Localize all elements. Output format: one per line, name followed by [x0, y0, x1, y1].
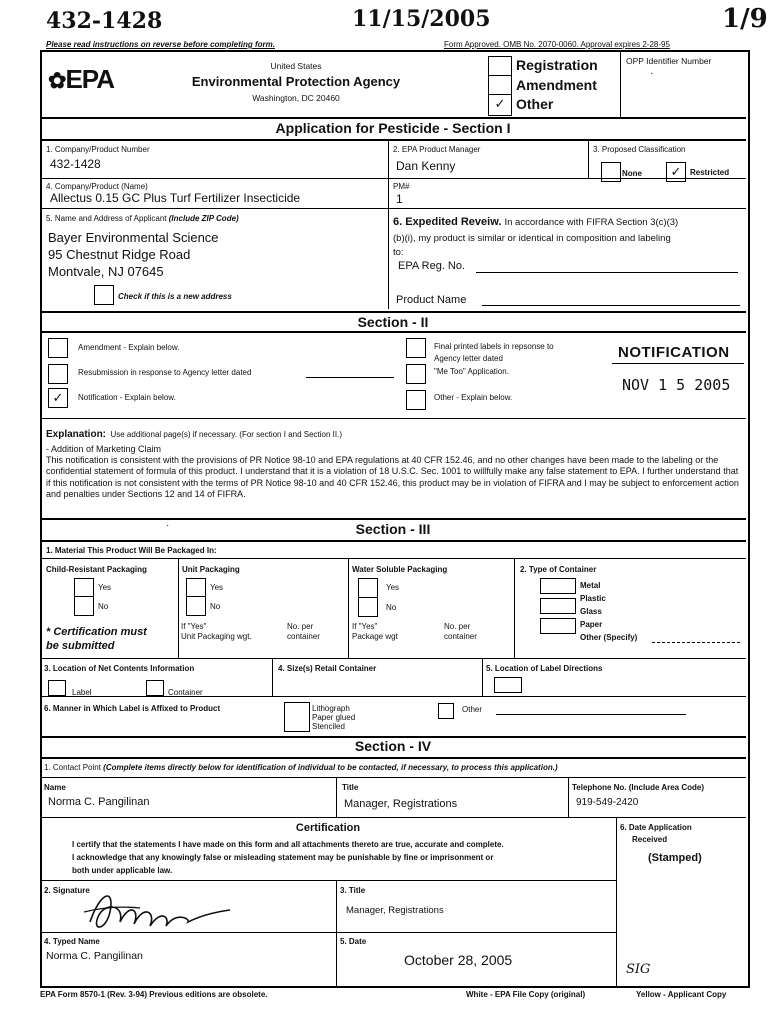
resubmission-label: Resubmission in response to Agency letter dated — [78, 368, 252, 377]
sig-title-value[interactable]: Manager, Registrations — [346, 905, 444, 916]
unit-container: container — [287, 632, 320, 641]
classification-none-checkbox[interactable] — [601, 162, 621, 182]
date-received-label-1: 6. Date Application — [620, 823, 692, 832]
product-manager-value[interactable]: Dan Kenny — [396, 159, 456, 173]
notification-checkbox[interactable]: ✓ — [48, 388, 68, 408]
child-no-label: No — [98, 602, 109, 611]
address-line-3[interactable]: Montvale, NJ 07645 — [48, 264, 164, 279]
paper-other-checkbox[interactable] — [540, 618, 576, 634]
paper-label: Paper — [580, 620, 603, 629]
explanation-claim[interactable]: - Addition of Marketing Claim — [46, 444, 162, 454]
label-directions-checkbox[interactable] — [494, 677, 522, 693]
section-3-title: Section - III — [355, 521, 431, 537]
opp-identifier-label: OPP Identifier Number — [626, 56, 712, 66]
unit-no-per: No. per — [287, 622, 314, 631]
address-line-2[interactable]: 95 Chestnut Ridge Road — [48, 247, 191, 262]
other-type-checkbox[interactable]: ✓ — [488, 94, 512, 116]
amendment-label: Amendment - Explain below. — [78, 343, 180, 352]
certification-title: Certification — [295, 822, 361, 834]
contact-point-label: 1. Contact Point (Complete items directly below for identification of individual to be contacted, if necessary, to process this application.) — [44, 763, 558, 772]
other-explain-checkbox[interactable] — [406, 390, 426, 410]
section-1-title: Application for Pesticide - Section I — [275, 120, 511, 136]
retail-sizes-label: 4. Size(s) Retail Container — [278, 664, 377, 673]
typed-name-value[interactable]: Norma C. Pangilinan — [46, 950, 143, 962]
child-no-checkbox[interactable] — [74, 596, 94, 616]
expedited-review-to: to: — [393, 247, 404, 258]
agency-name: Environmental Protection Agency — [191, 74, 401, 89]
unit-no-label: No — [210, 602, 221, 611]
other-type-label: Other — [516, 96, 554, 112]
instructions-note: Please read instructions on reverse before completing form. — [46, 40, 275, 49]
water-no-per: No. per — [444, 622, 471, 631]
pm-number-value[interactable]: 1 — [396, 192, 403, 206]
me-too-label: "Me Too" Application. — [434, 367, 509, 376]
section-2-title: Section - II — [357, 314, 429, 330]
water-no-checkbox[interactable] — [358, 597, 378, 617]
final-labels-label-2: Agency letter dated — [434, 354, 503, 363]
signature-label: 2. Signature — [44, 886, 90, 895]
address-line-1[interactable]: Bayer Environmental Science — [48, 230, 219, 245]
omb-approval: Form Approved. OMB No. 2070-0060. Approval expires 2-28-95 — [444, 40, 670, 49]
product-name-ref-label: Product Name — [396, 294, 467, 306]
sig-title-label: 3. Title — [340, 886, 366, 895]
agency-country: United States — [270, 61, 322, 71]
white-copy-label: White - EPA File Copy (original) — [466, 990, 586, 999]
typed-name-label: 4. Typed Name — [44, 937, 100, 946]
child-resistant-label: Child-Resistant Packaging — [46, 565, 147, 574]
epa-logo: ✿EPA — [48, 64, 114, 94]
explanation-body[interactable]: This notification is consistent with the provisions of PR Notice 98-10 and EPA regulations at 40 CFR 152.46, and no other changes have been made to the labeling or the confidential statement of formula of this product. I understand that it is a violation of 18 U.S.C. Sec. 1001 to willfully make any false statement to EPA. I further understand that if this notification is not consistent with the terms of PR Notice 98-10 and 40 CFR 152.46, this product may be in violation of FIFRA and I may be subject to enforcement action and penalties under Sections 12 and 14 of FIFRA. — [46, 455, 739, 499]
other-specify-label: Other (Specify) — [580, 633, 638, 642]
sig-initials: SIG — [626, 962, 651, 977]
certification-note-2: be submitted — [46, 640, 115, 652]
contact-name-value[interactable]: Norma C. Pangilinan — [48, 796, 150, 808]
unit-if-yes: If "Yes" — [181, 622, 207, 631]
resubmission-date-field[interactable] — [306, 377, 394, 378]
company-product-number-label: 1. Company/Product Number — [46, 145, 150, 154]
metal-checkbox[interactable] — [540, 578, 576, 594]
handwritten-date: 11/15/2005 — [352, 6, 491, 32]
epa-reg-no-label: EPA Reg. No. — [398, 260, 466, 272]
date-label: 5. Date — [340, 937, 367, 946]
water-soluble-label: Water Soluble Packaging — [352, 565, 448, 574]
yellow-copy-label: Yellow - Applicant Copy — [636, 990, 727, 999]
product-name-label: 4. Company/Product (Name) — [46, 182, 148, 191]
me-too-checkbox[interactable] — [406, 364, 426, 384]
product-manager-label: 2. EPA Product Manager — [393, 145, 481, 154]
net-contents-label: 3. Location of Net Contents Information — [44, 664, 195, 673]
signature-image — [70, 882, 240, 942]
net-label-label: Label — [72, 688, 92, 697]
water-package-wgt: Package wgt — [352, 632, 398, 641]
handwritten-page: 1/9 — [722, 4, 768, 34]
certification-line-2: I acknowledge that any knowingly false or misleading statement may be punishable by fine or imprisonment or — [72, 853, 494, 862]
glass-label: Glass — [580, 607, 602, 616]
amendment-type-label: Amendment — [516, 77, 597, 93]
proposed-classification-label: 3. Proposed Classification — [593, 145, 686, 154]
certification-note-1: * Certification must — [46, 626, 147, 638]
product-name-value[interactable]: Allectus 0.15 GC Plus Turf Fertilizer Insecticide — [50, 191, 301, 205]
new-address-label: Check if this is a new address — [118, 292, 232, 301]
expedited-review-text: (b)(i), my product is similar or identical in composition and labeling — [393, 233, 671, 244]
net-label-checkbox[interactable] — [48, 680, 66, 696]
plastic-label: Plastic — [580, 594, 606, 603]
unit-packaging-wgt: Unit Packaging wgt. — [181, 632, 252, 641]
unit-yes-checkbox[interactable] — [186, 578, 206, 598]
other-explain-label: Other - Explain below. — [434, 393, 513, 402]
certification-line-1: I certify that the statements I have made on this form and all attachments thereto are true, accurate and complete. — [72, 840, 504, 849]
litho-checkbox[interactable] — [284, 702, 310, 732]
type-container-label: 2. Type of Container — [520, 565, 597, 574]
net-container-label: Container — [168, 688, 203, 697]
epa-reg-no-field[interactable] — [476, 272, 738, 273]
form-number: EPA Form 8570-1 (Rev. 3-94) Previous editions are obsolete. — [40, 990, 268, 999]
notification-label: Notification - Explain below. — [78, 393, 176, 402]
classification-none-label: None — [622, 169, 642, 178]
water-yes-label: Yes — [386, 583, 400, 592]
child-yes-checkbox[interactable] — [74, 578, 94, 598]
pm-number-label: PM# — [393, 182, 410, 191]
paper-glued-label: Paper glued — [312, 713, 356, 722]
section-4-title: Section - IV — [354, 738, 432, 754]
stamped-label: (Stamped) — [648, 852, 702, 864]
explanation-label: Explanation: Use additional page(s) if necessary. (For section I and Section II.) — [46, 429, 342, 440]
other-specify-field[interactable] — [652, 642, 740, 643]
contact-title-label: Title — [342, 783, 359, 792]
lithograph-label: Lithograph — [312, 704, 350, 713]
manner-other-checkbox[interactable] — [438, 703, 454, 719]
final-labels-checkbox[interactable] — [406, 338, 426, 358]
expedited-review-label: 6. Expedited Reveiw. In accordance with FIFRA Section 3(c)(3) — [393, 216, 679, 228]
contact-name-label: Name — [44, 783, 66, 792]
water-if-yes: If "Yes" — [352, 622, 378, 631]
applicant-address-label: 5. Name and Address of Applicant (Include ZIP Code) — [46, 214, 239, 223]
water-yes-checkbox[interactable] — [358, 578, 378, 598]
unit-yes-label: Yes — [210, 583, 224, 592]
notification-stamp-title: NOTIFICATION — [618, 344, 730, 361]
metal-label: Metal — [580, 581, 601, 590]
unit-packaging-label: Unit Packaging — [182, 565, 240, 574]
amendment-checkbox[interactable] — [48, 338, 68, 358]
new-address-checkbox[interactable] — [94, 285, 114, 305]
plastic-glass-checkbox[interactable] — [540, 598, 576, 614]
unit-no-checkbox[interactable] — [186, 596, 206, 616]
water-no-label: No — [386, 603, 397, 612]
registration-label: Registration — [516, 57, 598, 73]
water-container: container — [444, 632, 477, 641]
manner-affixed-label: 6. Manner in Which Label is Affixed to Product — [44, 704, 221, 713]
final-labels-label-1: Final printed labels in repsonse to — [434, 342, 554, 351]
child-yes-label: Yes — [98, 583, 112, 592]
company-product-number-value[interactable]: 432-1428 — [50, 157, 101, 171]
manner-other-field[interactable] — [496, 714, 686, 715]
epa-flower-icon: ✿ — [48, 68, 66, 93]
phone-label: Telephone No. (Include Area Code) — [572, 783, 705, 792]
phone-value[interactable]: 919-549-2420 — [576, 797, 639, 808]
certification-line-3: both under applicable law. — [72, 866, 173, 875]
classification-restricted-checkbox[interactable]: ✓ — [666, 162, 686, 182]
stenciled-label: Stenciled — [312, 722, 345, 731]
material-label: 1. Material This Product Will Be Packaged In: — [46, 546, 217, 555]
handwritten-file-number: 432-1428 — [46, 8, 163, 34]
contact-title-value[interactable]: Manager, Registrations — [344, 798, 458, 810]
product-name-ref-field[interactable] — [482, 305, 740, 306]
manner-other-label: Other — [462, 705, 483, 714]
resubmission-checkbox[interactable] — [48, 364, 68, 384]
date-value[interactable]: October 28, 2005 — [404, 952, 513, 968]
agency-city: Washington, DC 20460 — [252, 93, 340, 103]
label-directions-label: 5. Location of Label Directions — [486, 664, 603, 673]
net-container-checkbox[interactable] — [146, 680, 164, 696]
notification-stamp-date: NOV 1 5 2005 — [622, 376, 731, 394]
date-received-label-2: Received — [632, 835, 668, 844]
classification-restricted-label: Restricted — [690, 168, 730, 177]
